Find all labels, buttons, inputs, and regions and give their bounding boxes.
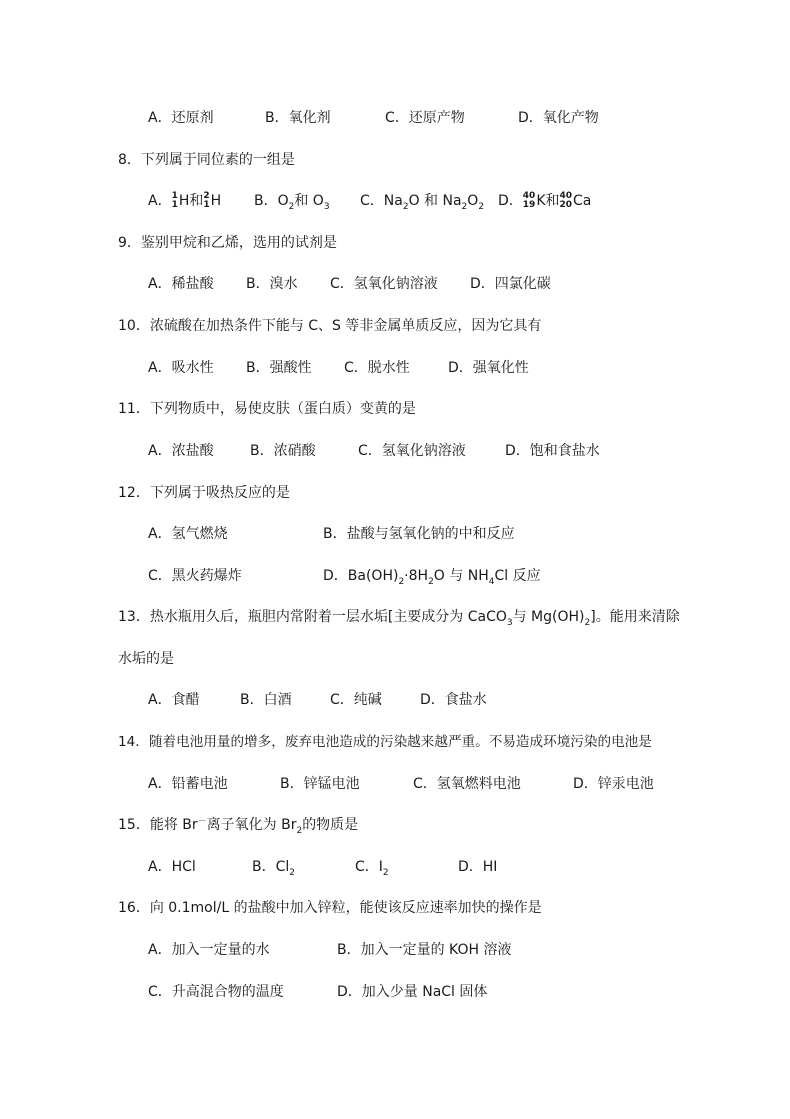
q7-option-b: B．氧化剂	[265, 110, 331, 126]
q10-stem: 10．浓硫酸在加热条件下能与 C、S 等非金属单质反应，因为它具有	[118, 318, 542, 334]
q16-option-a: A．加入一定量的水	[148, 942, 270, 958]
q15-option-d: D．HI	[458, 859, 498, 875]
q12-option-c: C．黑火药爆炸	[148, 568, 242, 584]
q13-option-d: D．食盐水	[420, 692, 487, 708]
q8-stem: 8．下列属于同位素的一组是	[118, 152, 295, 168]
q14-option-b: B．锌锰电池	[280, 776, 360, 792]
q8-option-b: B．$O_2$和 $O_3$	[254, 193, 330, 212]
q15-option-c: C．$I_2$	[355, 859, 389, 878]
q8-d-iso2: 40 20	[559, 191, 573, 210]
q8-a-label: A．	[148, 193, 172, 209]
q12-option-a: A．氢气燃烧	[148, 526, 228, 542]
q11-option-c: C．氢氧化钠溶液	[358, 443, 466, 459]
q14-option-c: C．氢氧燃料电池	[413, 776, 521, 792]
q10-option-d: D．强氧化性	[448, 360, 529, 376]
q13-option-a: A．食醋	[148, 692, 200, 708]
q15-option-a: A．HCl	[148, 859, 196, 875]
q16-stem: 16．向 0.1mol/L 的盐酸中加入锌粒，能使该反应速率加快的操作是	[118, 900, 542, 916]
q12-stem: 12．下列属于吸热反应的是	[118, 485, 290, 501]
q10-option-b: B．强酸性	[246, 360, 312, 376]
q7-option-a: A．还原剂	[148, 110, 214, 126]
q12-option-d: D．$Ba(OH)_2\cdot 8H_2O$ 与 $NH_4Cl$ 反应	[323, 568, 541, 587]
q9-option-a: A．稀盐酸	[148, 276, 214, 292]
q14-option-a: A．铅蓄电池	[148, 776, 228, 792]
q11-option-b: B．浓硝酸	[250, 443, 316, 459]
q11-option-a: A．浓盐酸	[148, 443, 214, 459]
q8-option-a: A． 1 1 H和 2 1 H	[148, 191, 222, 210]
q8-option-d: D． 40 19 K和 40 20 Ca	[498, 191, 592, 210]
q7-option-d: D．氧化产物	[518, 110, 599, 126]
q16-option-d: D．加入少量 NaCl 固体	[337, 984, 488, 1000]
q13-option-c: C．纯碱	[330, 692, 382, 708]
q9-option-b: B．溴水	[246, 276, 298, 292]
q10-option-c: C．脱水性	[344, 360, 410, 376]
q10-option-a: A．吸水性	[148, 360, 214, 376]
q9-stem: 9．鉴别甲烷和乙烯，选用的试剂是	[118, 235, 337, 251]
q15-option-b: B．$Cl_2$	[252, 859, 296, 878]
q8-a-iso1: 1 1	[171, 191, 178, 210]
q8-option-c: C．$Na_2O$ 和 $Na_2O_2$	[360, 193, 485, 212]
q12-option-b: B．盐酸与氢氧化钠的中和反应	[323, 526, 515, 542]
q13-stem-line2: 水垢的是	[118, 651, 174, 667]
q13-stem-line1: 13．热水瓶用久后，瓶胆内常附着一层水垢[主要成分为 CaCO$_3$与 $Mg(OH)_2$]。能用来清除	[118, 609, 680, 628]
q13-option-b: B．白酒	[240, 692, 292, 708]
q11-option-d: D．饱和食盐水	[505, 443, 600, 459]
q16-option-c: C．升高混合物的温度	[148, 984, 284, 1000]
q16-option-b: B．加入一定量的 KOH 溶液	[337, 942, 512, 958]
q8-d-iso1: 40 19	[522, 191, 536, 210]
q9-option-d: D．四氯化碳	[470, 276, 551, 292]
q14-option-d: D．锌汞电池	[573, 776, 654, 792]
q8-a-iso2: 2 1	[203, 191, 210, 210]
q9-option-c: C．氢氧化钠溶液	[330, 276, 438, 292]
q14-stem: 14．随着电池用量的增多，废弃电池造成的污染越来越严重。不易造成环境污染的电池是	[118, 734, 652, 750]
q15-stem: 15．能将 Br－离子氧化为 $Br_2$的物质是	[118, 816, 359, 836]
q11-stem: 11．下列物质中，易使皮肤（蛋白质）变黄的是	[118, 401, 416, 417]
q7-option-c: C．还原产物	[385, 110, 465, 126]
